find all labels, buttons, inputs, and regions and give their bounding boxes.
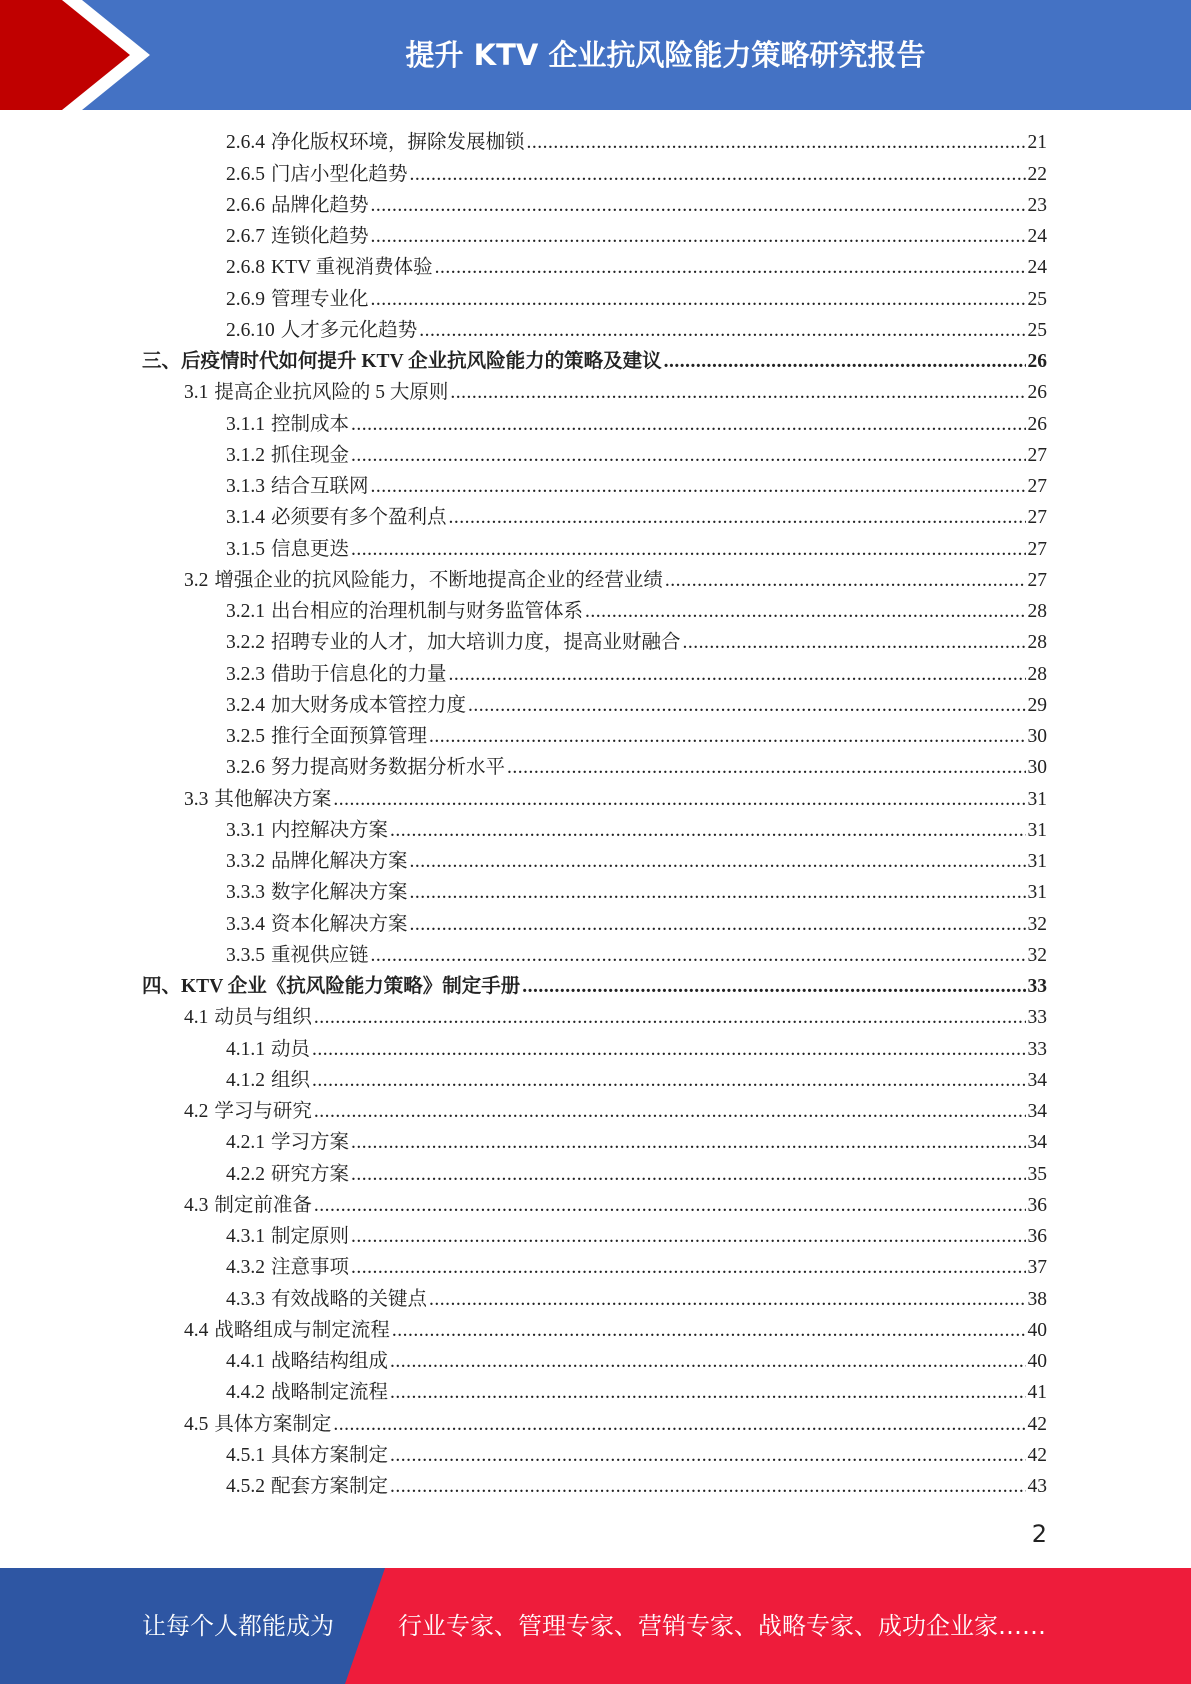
toc-entry-number: 4.3.1: [226, 1226, 265, 1247]
toc-dot-leader: [392, 1320, 1026, 1342]
footer-slogan-left: 让每个人都能成为: [142, 1612, 334, 1640]
toc-entry[interactable]: [184, 1314, 1047, 1345]
toc-entry-title: 品牌化趋势: [271, 194, 369, 216]
toc-dot-leader: [351, 1226, 1025, 1248]
page-number: 2: [1031, 1520, 1047, 1548]
toc-entry-page: 27: [1027, 476, 1047, 497]
toc-entry-number: 4.4: [184, 1319, 209, 1341]
toc-entry-page: 27: [1027, 507, 1047, 529]
toc-entry-number: 3.2.5: [226, 726, 265, 747]
toc-entry-title: 具体方案制定: [214, 1413, 332, 1435]
toc-dot-leader: [351, 445, 1025, 467]
toc-dot-leader: [371, 226, 1026, 248]
toc-entry-number: 2.6.5: [226, 163, 265, 185]
toc-entry[interactable]: [226, 314, 1047, 345]
toc-entry-title: 战略结构组成: [271, 1351, 389, 1372]
toc-entry-page: 29: [1027, 694, 1047, 716]
toc-entry[interactable]: [142, 345, 1047, 376]
toc-entry-page: 28: [1027, 601, 1047, 622]
toc-dot-leader: [410, 882, 1026, 904]
toc-entry[interactable]: [226, 907, 1047, 938]
toc-entry-page: 34: [1027, 1069, 1047, 1091]
toc-dot-leader: [468, 695, 1025, 717]
toc-entry-page: 31: [1027, 851, 1047, 872]
toc-entry-page: 28: [1027, 663, 1047, 685]
toc-entry-page: 24: [1027, 257, 1047, 279]
toc-dot-leader: [371, 195, 1026, 217]
toc-entry-title: 必须要有多个盈利点: [271, 507, 447, 529]
toc-entry[interactable]: [226, 189, 1047, 220]
toc-dot-leader: [351, 1132, 1025, 1154]
toc-entry-number: 3.3.4: [226, 913, 265, 935]
toc-entry-page: 25: [1027, 319, 1047, 341]
toc-entry-title: 配套方案制定: [271, 1476, 389, 1497]
toc-entry-number: 4.1: [184, 1007, 209, 1029]
toc-dot-leader: [664, 351, 1026, 373]
toc-entry[interactable]: [226, 1220, 1047, 1251]
toc-entry-page: 30: [1027, 757, 1047, 779]
toc-entry-page: 31: [1027, 819, 1047, 841]
toc-entry[interactable]: [226, 470, 1047, 501]
toc-entry-title: 增强企业的抗风险能力，不断地提高企业的经营业绩: [214, 569, 663, 591]
toc-entry-page: 32: [1027, 944, 1047, 966]
toc-entry-number: 4.4.1: [226, 1351, 265, 1372]
toc-entry[interactable]: [226, 1126, 1047, 1157]
toc-entry-number: 4.1.1: [226, 1038, 265, 1060]
toc-entry-title: 动员: [271, 1038, 311, 1060]
toc-entry-page: 32: [1027, 913, 1047, 935]
toc-dot-leader: [522, 976, 1025, 998]
toc-entry[interactable]: [226, 220, 1047, 251]
toc-entry-page: 23: [1027, 194, 1047, 216]
toc-entry-title: 结合互联网: [271, 476, 369, 497]
toc-entry-title: 提高企业抗风险的 5 大原则: [214, 382, 449, 404]
toc-dot-leader: [429, 1289, 1025, 1311]
toc-entry[interactable]: [184, 376, 1047, 407]
toc-entry-title: 门店小型化趋势: [271, 163, 408, 185]
toc-entry-title: 借助于信息化的力量: [271, 663, 447, 685]
toc-entry-title: KTV 企业《抗风险能力策略》制定手册: [181, 976, 521, 997]
toc-dot-leader: [351, 539, 1025, 561]
toc-entry-page: 31: [1027, 788, 1047, 810]
toc-entry-title: 动员与组织: [214, 1007, 312, 1029]
toc-dot-leader: [683, 632, 1026, 654]
toc-dot-leader: [410, 851, 1026, 873]
toc-entry-title: 招聘专业的人才，加大培训力度，提高业财融合: [271, 632, 681, 654]
toc-dot-leader: [527, 132, 1026, 154]
toc-entry-title: 信息更迭: [271, 538, 350, 560]
toc-entry[interactable]: [184, 564, 1047, 595]
footer-slogan-right: 行业专家、管理专家、营销专家、战略专家、成功企业家……: [398, 1612, 1046, 1640]
toc-dot-leader: [351, 1164, 1025, 1186]
toc-entry-page: 33: [1027, 1038, 1047, 1060]
toc-dot-leader: [419, 320, 1025, 342]
toc-entry-number: 3.2.4: [226, 694, 265, 716]
toc-entry[interactable]: [226, 595, 1047, 626]
toc-entry[interactable]: [226, 126, 1047, 157]
toc-entry-number: 4.5.2: [226, 1476, 265, 1497]
toc-entry-title: 努力提高财务数据分析水平: [271, 757, 506, 779]
toc-dot-leader: [449, 664, 1026, 686]
toc-entry-number: 4.4.2: [226, 1382, 265, 1404]
toc-entry-number: 2.6.6: [226, 194, 265, 216]
toc-entry[interactable]: [226, 751, 1047, 782]
toc-entry-number: 2.6.7: [226, 226, 265, 247]
toc-entry[interactable]: [226, 1439, 1047, 1470]
toc-dot-leader: [390, 1476, 1025, 1498]
toc-entry[interactable]: [226, 1251, 1047, 1282]
toc-dot-leader: [314, 1101, 1026, 1123]
toc-entry-number: 3.3.3: [226, 882, 265, 904]
toc-entry[interactable]: [184, 1095, 1047, 1126]
toc-entry-number: 三、: [142, 351, 182, 372]
toc-dot-leader: [390, 1445, 1025, 1467]
toc-entry-number: 3.2.2: [226, 632, 265, 654]
toc-entry-page: 26: [1027, 351, 1047, 372]
toc-entry-number: 3.3.5: [226, 944, 265, 966]
toc-entry-page: 37: [1027, 1257, 1047, 1279]
toc-entry[interactable]: [184, 782, 1047, 813]
toc-entry[interactable]: [226, 157, 1047, 188]
toc-entry-title: 重视供应链: [271, 944, 369, 966]
toc-entry-number: 4.3.2: [226, 1257, 265, 1279]
toc-entry-page: 40: [1027, 1319, 1047, 1341]
toc-entry-title: 抓住现金: [271, 444, 350, 466]
toc-entry-page: 40: [1027, 1351, 1047, 1372]
toc-entry[interactable]: [226, 689, 1047, 720]
toc-entry-page: 43: [1027, 1476, 1047, 1497]
toc-entry-number: 四、: [142, 976, 182, 997]
toc-dot-leader: [585, 601, 1025, 623]
toc-dot-leader: [390, 1382, 1025, 1404]
toc-entry-number: 3.1: [184, 382, 209, 404]
toc-entry-title: 后疫情时代如何提升 KTV 企业抗风险能力的策略及建议: [181, 351, 662, 372]
toc-entry-page: 27: [1027, 444, 1047, 466]
toc-dot-leader: [314, 1007, 1026, 1029]
toc-entry[interactable]: [226, 532, 1047, 563]
toc-dot-leader: [333, 1414, 1025, 1436]
toc-entry-number: 4.2.2: [226, 1163, 265, 1185]
toc-dot-leader: [312, 1070, 1025, 1092]
toc-entry-page: 33: [1027, 976, 1047, 997]
toc-entry-number: 4.2: [184, 1101, 209, 1122]
toc-entry[interactable]: [226, 251, 1047, 282]
toc-entry-page: 28: [1027, 632, 1047, 654]
toc-dot-leader: [371, 945, 1026, 967]
toc-entry[interactable]: [226, 1064, 1047, 1095]
toc-entry[interactable]: [184, 1189, 1047, 1220]
toc-entry[interactable]: [226, 1032, 1047, 1063]
toc-entry[interactable]: [226, 1470, 1047, 1501]
toc-entry-number: 3.1.2: [226, 444, 265, 466]
toc-entry-page: 33: [1027, 1007, 1047, 1029]
toc-entry[interactable]: [226, 407, 1047, 438]
toc-entry-title: 学习方案: [271, 1132, 350, 1154]
toc-entry-number: 3.1.1: [226, 413, 265, 435]
toc-entry-number: 3.1.5: [226, 538, 265, 560]
toc-entry-title: 人才多元化趋势: [280, 319, 418, 341]
toc-entry-title: 具体方案制定: [271, 1444, 389, 1466]
toc-entry-page: 31: [1027, 882, 1047, 904]
toc-entry[interactable]: [226, 939, 1047, 970]
toc-entry-number: 4.3.3: [226, 1288, 265, 1310]
toc-dot-leader: [665, 570, 1026, 592]
toc-dot-leader: [351, 1257, 1025, 1279]
toc-entry-title: 战略组成与制定流程: [214, 1319, 390, 1341]
toc-entry-title: 注意事项: [271, 1257, 350, 1279]
toc-dot-leader: [449, 507, 1026, 529]
toc-entry-number: 2.6.10: [226, 319, 275, 341]
toc-entry-page: 24: [1027, 226, 1047, 247]
toc-entry-title: 数字化解决方案: [271, 882, 408, 904]
toc-dot-leader: [371, 289, 1026, 311]
toc-entry-title: 学习与研究: [214, 1101, 312, 1122]
toc-entry-page: 36: [1027, 1226, 1047, 1247]
toc-entry-number: 3.2.3: [226, 663, 265, 685]
toc-entry-number: 3.3.2: [226, 851, 265, 872]
toc-dot-leader: [371, 476, 1026, 498]
toc-entry-number: 3.3: [184, 788, 209, 810]
toc-entry[interactable]: [184, 1001, 1047, 1032]
toc-entry-page: 22: [1027, 163, 1047, 185]
toc-entry-number: 3.2.1: [226, 601, 265, 622]
toc-entry-number: 4.1.2: [226, 1069, 265, 1091]
toc-entry[interactable]: [142, 970, 1047, 1001]
toc-entry-number: 2.6.4: [226, 132, 265, 154]
toc-dot-leader: [312, 1039, 1025, 1061]
toc-entry-page: 27: [1027, 538, 1047, 560]
toc-entry-title: 制定原则: [271, 1226, 350, 1247]
table-of-contents: [0, 126, 1191, 1501]
toc-entry[interactable]: [226, 1345, 1047, 1376]
toc-entry-title: 出台相应的治理机制与财务监管体系: [271, 601, 584, 622]
toc-entry-number: 3.1.3: [226, 476, 265, 497]
toc-dot-leader: [450, 382, 1025, 404]
toc-entry[interactable]: [226, 720, 1047, 751]
toc-entry-page: 21: [1027, 132, 1047, 154]
page-header: [0, 0, 1191, 110]
toc-dot-leader: [429, 726, 1025, 748]
toc-dot-leader: [390, 820, 1025, 842]
toc-entry-title: 连锁化趋势: [271, 226, 369, 247]
toc-entry[interactable]: [184, 1407, 1047, 1438]
toc-entry-page: 41: [1027, 1382, 1047, 1404]
toc-entry-page: 25: [1027, 288, 1047, 310]
toc-entry-number: 2.6.8: [226, 257, 265, 279]
toc-entry-title: 有效战略的关键点: [271, 1288, 428, 1310]
toc-entry[interactable]: [226, 626, 1047, 657]
toc-entry[interactable]: [226, 814, 1047, 845]
toc-entry-title: 控制成本: [271, 413, 350, 435]
toc-entry-number: 3.3.1: [226, 819, 265, 841]
toc-dot-leader: [351, 414, 1025, 436]
toc-entry[interactable]: [226, 1157, 1047, 1188]
toc-entry[interactable]: [226, 657, 1047, 688]
toc-entry-title: 研究方案: [271, 1163, 350, 1185]
toc-entry[interactable]: [226, 1282, 1047, 1313]
toc-entry-page: 30: [1027, 726, 1047, 747]
toc-entry-number: 3.2: [184, 569, 209, 591]
toc-entry-page: 42: [1027, 1444, 1047, 1466]
toc-dot-leader: [410, 164, 1026, 186]
toc-entry-title: 其他解决方案: [214, 788, 332, 810]
toc-entry-number: 2.6.9: [226, 288, 265, 310]
toc-entry-page: 34: [1027, 1101, 1047, 1122]
toc-entry[interactable]: [226, 439, 1047, 470]
toc-entry-page: 26: [1027, 382, 1047, 404]
toc-entry-page: 26: [1027, 413, 1047, 435]
toc-dot-leader: [333, 789, 1025, 811]
toc-dot-leader: [507, 757, 1025, 779]
toc-entry-number: 4.5.1: [226, 1444, 265, 1466]
toc-entry[interactable]: [226, 501, 1047, 532]
toc-entry-page: 34: [1027, 1132, 1047, 1154]
toc-entry-title: 品牌化解决方案: [271, 851, 408, 872]
toc-entry-title: 净化版权环境，摒除发展枷锁: [271, 132, 525, 154]
toc-entry-page: 35: [1027, 1163, 1047, 1185]
toc-entry[interactable]: [226, 876, 1047, 907]
toc-dot-leader: [390, 1351, 1025, 1373]
toc-entry-title: 加大财务成本管控力度: [271, 694, 467, 716]
toc-entry-title: 组织: [271, 1069, 311, 1091]
toc-entry-number: 3.2.6: [226, 757, 265, 779]
toc-entry-title: 管理专业化: [271, 288, 369, 310]
toc-entry-title: 推行全面预算管理: [271, 726, 428, 747]
toc-dot-leader: [314, 1195, 1026, 1217]
toc-dot-leader: [410, 914, 1026, 936]
toc-entry-title: 资本化解决方案: [271, 913, 408, 935]
toc-entry-page: 42: [1027, 1413, 1047, 1435]
toc-entry-number: 4.2.1: [226, 1132, 265, 1154]
toc-entry[interactable]: [226, 845, 1047, 876]
toc-entry-number: 4.5: [184, 1413, 209, 1435]
toc-entry-title: 内控解决方案: [271, 819, 389, 841]
toc-entry-page: 36: [1027, 1194, 1047, 1216]
toc-entry-number: 3.1.4: [226, 507, 265, 529]
document-title: 提升 KTV 企业抗风险能力策略研究报告: [405, 38, 926, 72]
toc-entry-page: 38: [1027, 1288, 1047, 1310]
toc-entry-title: 制定前准备: [214, 1194, 312, 1216]
page-footer: [0, 1568, 1191, 1684]
toc-entry-title: KTV 重视消费体验: [271, 257, 433, 279]
toc-entry[interactable]: [226, 282, 1047, 313]
toc-entry[interactable]: [226, 1376, 1047, 1407]
toc-dot-leader: [435, 257, 1026, 279]
toc-entry-number: 4.3: [184, 1194, 209, 1216]
toc-entry-page: 27: [1027, 569, 1047, 591]
toc-entry-title: 战略制定流程: [271, 1382, 389, 1404]
